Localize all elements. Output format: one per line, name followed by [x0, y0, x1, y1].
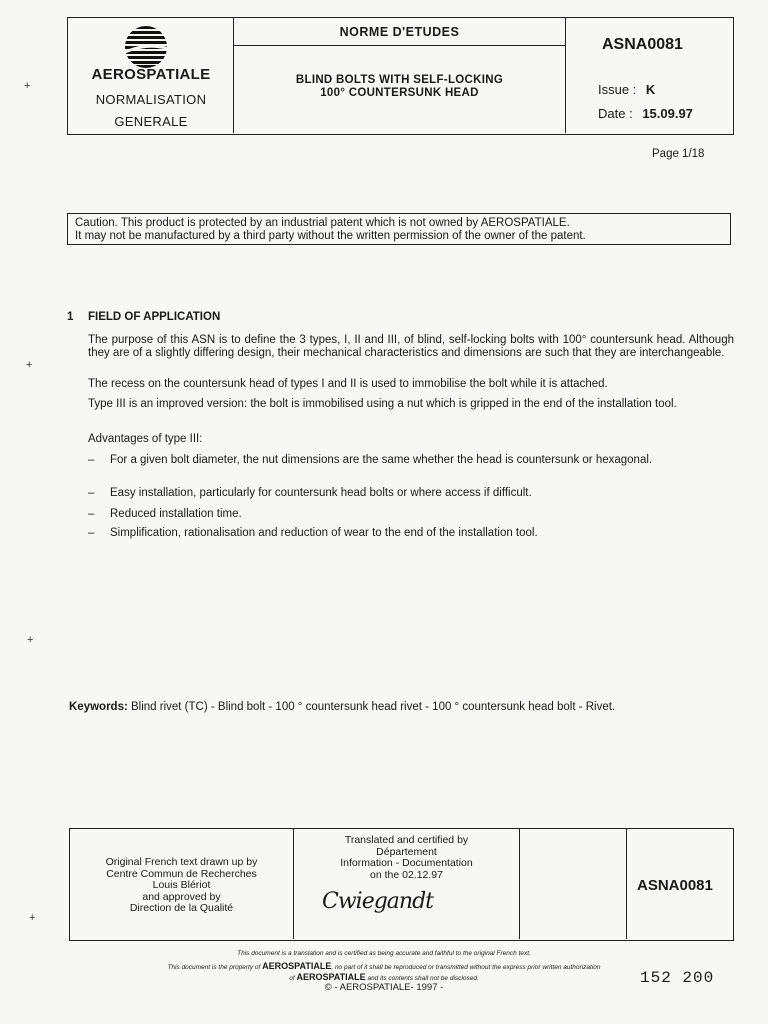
section-number: 1 [67, 311, 74, 323]
legal-text: and its contents shall not be disclosed. [367, 975, 479, 982]
issue-field [598, 82, 655, 97]
legal-text: , no part of it shall be reproduced or transmitted without the express prior written authorization [331, 964, 601, 971]
paragraph-advantages: Advantages of type III: [88, 433, 203, 445]
footer-reference: ASNA0081 [637, 877, 713, 894]
margin-mark: + [27, 634, 34, 646]
list-item-text: Reduced installation time. [110, 508, 242, 520]
paragraph-type-iii: Type III is an improved version: the bolt is immobilised using a nut which is gripped in the end of the installation tool. [88, 398, 677, 410]
section-title: FIELD OF APPLICATION [88, 311, 221, 323]
date-field [598, 106, 693, 121]
copyright: © - AEROSPATIALE- 1997 - [324, 982, 444, 993]
original-line: Louis Blériot [152, 879, 211, 891]
approval-box [69, 828, 734, 941]
brand-name: AEROSPATIALE [91, 66, 211, 83]
legal-text: of [289, 975, 295, 982]
issue-value: K [645, 82, 656, 97]
paragraph-recess: The recess on the countersunk head of types I and II is used to immobilise the bolt while it is attached. [88, 378, 608, 390]
header-ref-cell [566, 18, 732, 133]
caution-line-2: It may not be manufactured by a third party without the written permission of the owner of the patent. [75, 230, 586, 242]
title-line-1: BLIND BOLTS WITH SELF-LOCKING [295, 74, 504, 86]
empty-cell [520, 829, 627, 939]
header-title-cell [234, 18, 566, 133]
list-item-text: For a given bolt diameter, the nut dimensions are the same whether the head is countersunk or hexagonal. [110, 454, 653, 466]
document-title [234, 74, 565, 100]
original-line: Centre Commun de Recherches [106, 867, 257, 880]
legal-brand: AEROSPATIALE [296, 972, 366, 982]
bullet-dash: – [88, 527, 95, 539]
translation-line: Information - Documentation [340, 857, 473, 869]
margin-mark: + [26, 359, 33, 371]
keywords-line [69, 701, 615, 713]
footer-ref-cell [627, 829, 732, 939]
list-item-text: Easy installation, particularly for countersunk head bolts or where access if difficult. [110, 487, 532, 499]
keywords-text: Blind rivet (TC) - Blind bolt - 100 ° countersunk head rivet - 100 ° countersunk head bolt - Rivet. [131, 701, 616, 713]
department-line-2: GENERALE [114, 114, 188, 129]
legal-text: This document is the property of [167, 964, 261, 971]
date-label: Date : [598, 106, 633, 121]
legal-line-1: This document is a translation and is certified as being accurate and faithful to the original French text. [237, 950, 531, 957]
bullet-dash: – [88, 508, 95, 520]
bullet-dash: – [88, 454, 95, 466]
section-heading [67, 311, 220, 323]
aerospatiale-globe-icon [124, 25, 168, 69]
original-text-cell [70, 829, 294, 939]
original-line: Direction de la Qualité [129, 902, 234, 914]
issue-label: Issue : [598, 82, 637, 97]
patent-caution-box [67, 213, 731, 245]
margin-mark: + [24, 80, 31, 92]
header-box [67, 17, 734, 135]
document-code: 152 200 [640, 969, 715, 987]
translation-line: Département [376, 845, 437, 858]
bullet-dash: – [88, 487, 95, 499]
department-line-1: NORMALISATION [95, 92, 207, 107]
document-reference: ASNA0081 [602, 36, 683, 53]
original-line: Original French text drawn up by [105, 856, 258, 868]
date-value: 15.09.97 [642, 106, 693, 121]
caution-line-1: Caution. This product is protected by an industrial patent which is not owned by AEROSPATIALE. [75, 217, 570, 229]
original-line: and approved by [142, 890, 221, 903]
paragraph-purpose: The purpose of this ASN is to define the 3 types, I, II and III, of blind, self-locking bolts with 100° countersunk head. Although they are of a slightly differing design, their mechanical characteristics and dimensions are such that they are interchangeable. [88, 334, 734, 359]
document-type: NORME D'ETUDES [234, 18, 565, 46]
translation-cell [294, 829, 520, 939]
keywords-label: Keywords: [69, 701, 128, 713]
margin-mark: + [29, 912, 36, 924]
list-item-text: Simplification, rationalisation and reduction of wear to the end of the installation tool. [110, 527, 538, 539]
legal-brand: AEROSPATIALE [262, 961, 332, 971]
translation-line: Translated and certified by [344, 834, 469, 846]
header-org-cell [68, 18, 234, 133]
title-line-2: 100° COUNTERSUNK HEAD [320, 87, 479, 99]
translation-line: on the 02.12.97 [370, 868, 443, 881]
page-number: Page 1/18 [652, 148, 705, 160]
signature: Cwiegandt [322, 889, 434, 914]
